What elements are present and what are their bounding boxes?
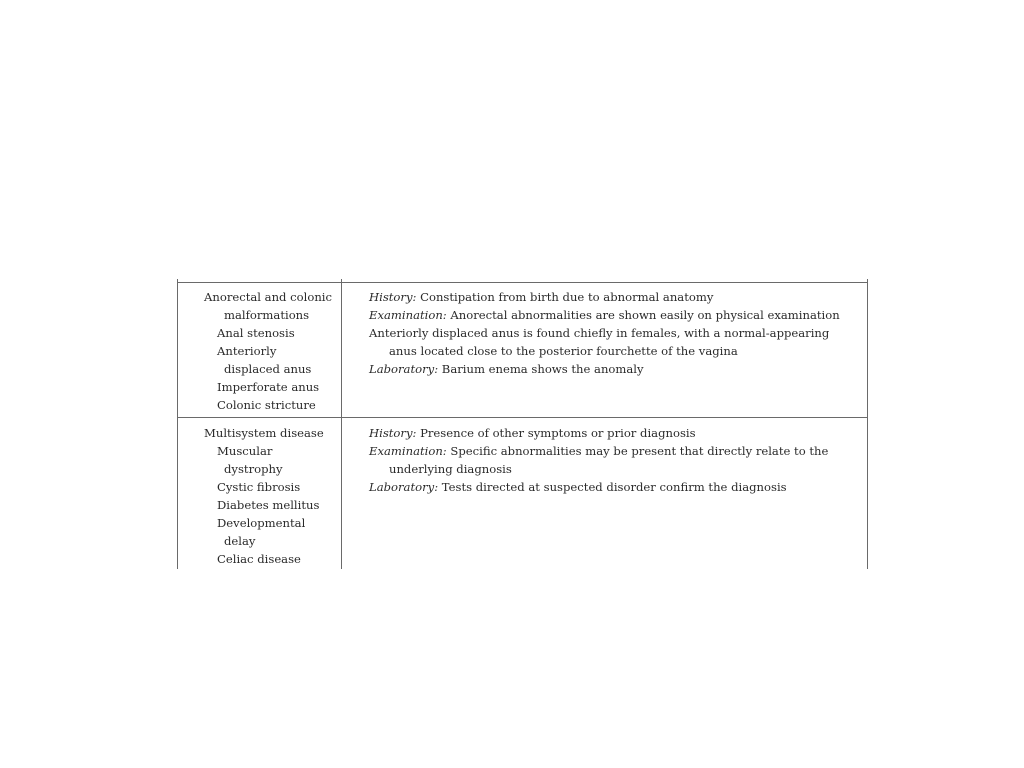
finding-label: Examination: [369,444,447,458]
table-top-border [177,282,868,283]
table-left-border [177,279,178,569]
finding-label: Examination: [369,308,447,322]
condition-line: Anteriorly [217,344,277,358]
finding-line [369,424,828,442]
findings-cell-anorectal [369,288,840,378]
findings-cell-multisystem [369,424,828,496]
finding-text: Constipation from birth due to abnormal anatomy [420,290,714,304]
table-right-border [867,279,868,569]
condition-line: Celiac disease [217,552,301,566]
finding-line [369,478,828,496]
condition-line: dystrophy [224,462,283,476]
condition-cell-multisystem [204,424,324,568]
finding-text: Anteriorly displaced anus is found chiefly in females, with a normal-appearing [369,326,830,340]
condition-line: Muscular [217,444,273,458]
finding-text: Barium enema shows the anomaly [441,362,644,376]
condition-line: Diabetes mellitus [217,498,320,512]
condition-line: malformations [224,308,310,322]
finding-line [369,460,828,478]
condition-line: Cystic fibrosis [217,480,301,494]
condition-line: Anorectal and colonic [204,290,332,304]
condition-line: Anal stenosis [217,326,295,340]
finding-text: Tests directed at suspected disorder confirm the diagnosis [441,480,787,494]
condition-line: Imperforate anus [217,380,320,394]
finding-line [369,342,840,360]
finding-label: History: [369,290,417,304]
finding-text: Anorectal abnormalities are shown easily on physical examination [450,308,840,322]
finding-text: anus located close to the posterior fourchette of the vagina [389,344,738,358]
finding-line [369,288,840,306]
finding-label: Laboratory: [369,362,439,376]
finding-text: underlying diagnosis [389,462,512,476]
finding-text: Presence of other symptoms or prior diagnosis [420,426,696,440]
finding-label: Laboratory: [369,480,439,494]
condition-cell-anorectal [204,288,332,414]
condition-line: displaced anus [224,362,312,376]
finding-text: Specific abnormalities may be present that directly relate to the [450,444,829,458]
finding-line [369,360,840,378]
finding-line [369,324,840,342]
condition-line: Developmental [217,516,306,530]
row-divider [177,417,868,418]
finding-line [369,306,840,324]
condition-line: Multisystem disease [204,426,324,440]
condition-line: Colonic stricture [217,398,316,412]
column-divider [341,279,342,569]
finding-line [369,442,828,460]
finding-label: History: [369,426,417,440]
condition-line: delay [224,534,256,548]
